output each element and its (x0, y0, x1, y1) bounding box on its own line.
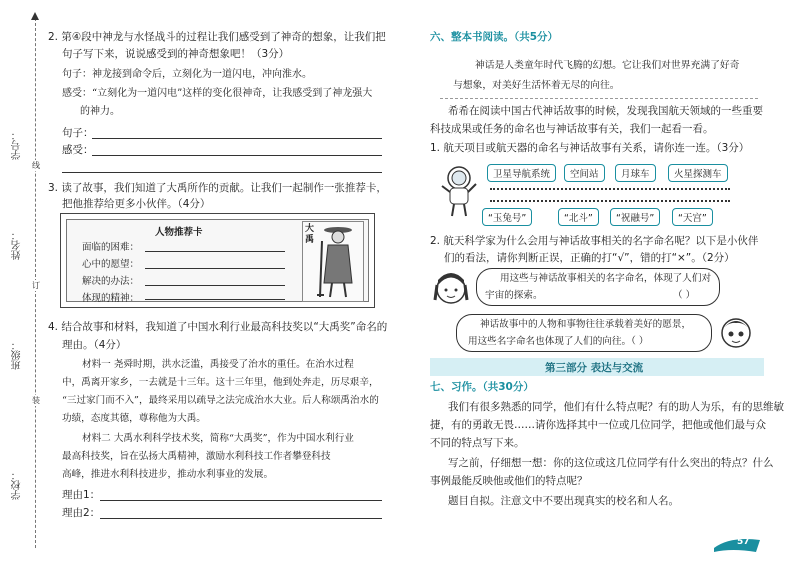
card-blank-difficulty[interactable] (145, 251, 285, 252)
q4-reason1-blank[interactable] (100, 500, 382, 501)
name-label: 姓名： (12, 230, 23, 260)
tag-lunar-rover[interactable]: 月球车 (615, 164, 656, 182)
q4-material2-line2: 最高科技奖，旨在弘扬大禹精神，激励水利科技工作者攀登科技 (62, 451, 331, 462)
intro-line2: 科技成果或任务的命名也与神话故事有关，我们一起看一看。 (430, 123, 714, 135)
binding-arrow-icon (31, 12, 39, 20)
tag-yutu[interactable]: “玉兔号” (482, 208, 532, 226)
s2-line1: 2. 航天科学家为什么会用与神话故事相关的名字命名呢？以下是小伙伴 (430, 235, 759, 247)
class-label: 班级： (12, 340, 23, 370)
bubble1-answer-paren[interactable]: （ ） (673, 290, 696, 301)
card-row-difficulty: 面临的困难： (82, 242, 140, 253)
part3-title: 第三部分 表达与交流 (545, 362, 644, 374)
q3-line2: 把他推荐给更多小伙伴。（4分） (62, 198, 211, 210)
q4-material1-line3: “三过家门而不入”，最终采用以疏导之法完成治水大业。后人称颂禹治水的 (62, 395, 379, 406)
binding-mark-3: 线 (32, 161, 40, 170)
portrait-label: 大禹 (305, 224, 315, 245)
q4-reason1-label: 理由1： (62, 489, 101, 501)
card-row-spirit: 体现的精神： (82, 293, 140, 304)
q2-example-feeling-end: 的神力。 (80, 106, 120, 117)
bubble2-line1: 神话故事中的人物和事物往往承载着美好的愿景， (480, 319, 692, 330)
bubble1-line2: 宇宙的探索。 (485, 290, 543, 301)
section7-heading: 七、习作。（共30分） (430, 381, 534, 393)
q4-material1-line1: 材料一 尧舜时期，洪水泛滥，禹接受了治水的重任。在治水过程 (82, 359, 354, 370)
q4-material2-line1: 材料二 大禹水利科学技术奖，简称“大禹奖”，作为中国水利行业 (82, 433, 354, 444)
q4-material1-line2: 中，禹离开家乡，一去就是十三年。这十三年里，他到处奔走，历尽艰辛， (62, 377, 379, 388)
intro-line1: 希希在阅读中国古代神话故事的时候，发现我国航天领域的一些重要 (448, 105, 763, 117)
card-blank-wish[interactable] (145, 268, 285, 269)
q2-example-feeling: 感受：“立刻化为一道闪电”这样的变化很神奇，让我感受到了神龙强大 (62, 88, 373, 99)
q4-material1-line4: 功绩，态度其德，尊称他为大禹。 (62, 413, 206, 424)
tag-zhurong[interactable]: “祝融号” (610, 208, 660, 226)
q3-line1: 3. 读了故事，我们知道了大禹所作的贡献。让我们一起制作一张推荐卡， (48, 182, 387, 194)
essay-p3: 题目自拟。注意文中不要出现真实的校名和人名。 (448, 495, 679, 507)
tag-space-station[interactable]: 空间站 (564, 164, 605, 182)
q2-line1: 2. 第④段中神龙与水怪战斗的过程让我们感受到了神奇的想象，让我们把 (48, 31, 386, 43)
q2-feeling-blank[interactable] (92, 155, 382, 156)
s1-line: 1. 航天项目或航天器的命名与神话故事有关系，请你连一连。（3分） (430, 142, 750, 154)
bubble2-line2: 用这些名字命名也体现了人们的向往。（ ） (468, 336, 649, 347)
boy-icon (716, 312, 756, 352)
bubble1-line1: 用这些与神话故事相关的名字命名，体现了人们对 (500, 273, 712, 284)
essay-p1-line2: 捷，有的勇敢无畏……请你选择其中一位或几位同学，把他或他们最与众 (430, 419, 766, 431)
essay-p1-line3: 不同的特点写下来。 (430, 437, 525, 449)
tag-mars-rover[interactable]: 火星探测车 (668, 164, 728, 182)
q4-reason2-label: 理由2： (62, 507, 101, 519)
card-blank-spirit[interactable] (145, 299, 285, 300)
quote-line1: 神话是人类童年时代飞腾的幻想。它让我们对世界充满了好奇 (475, 60, 740, 71)
essay-p1-line1: 我们有很多熟悉的同学，他们有什么特点呢？有的助人为乐，有的思维敏 (448, 401, 784, 413)
q2-feeling-blank-2[interactable] (62, 172, 382, 173)
card-blank-solution[interactable] (145, 285, 285, 286)
q2-sentence-label: 句子： (62, 127, 94, 139)
page-number: 57 (737, 537, 750, 547)
card-row-solution: 解决的办法： (82, 276, 140, 287)
number-label: 学号： (12, 130, 23, 160)
essay-p2-line1: 写之前，仔细想一想：你的这位或这几位同学有什么突出的特点？什么 (448, 457, 774, 469)
card-row-wish: 心中的愿望： (82, 259, 140, 270)
yu-portrait-icon (316, 223, 360, 299)
q4-material2-line3: 高峰，推进水利科技进步，推动水利事业的发展。 (62, 469, 274, 480)
q2-sentence-blank[interactable] (92, 138, 382, 139)
quote-line2: 与想象，对美好生活怀着无尽的向往。 (453, 80, 620, 91)
q4-line1: 4. 结合故事和材料，我知道了中国水利行业最高科技奖以“大禹奖”命名的 (48, 321, 388, 333)
dots-bottom (490, 200, 730, 202)
binding-mark-2: 订 (32, 281, 40, 290)
astronaut-icon (438, 164, 480, 218)
tag-tiangong[interactable]: “天宫” (672, 208, 713, 226)
dots-top (490, 188, 730, 190)
card-title: 人物推荐卡 (155, 227, 203, 238)
q2-feeling-label: 感受： (62, 144, 94, 156)
q4-reason2-blank[interactable] (100, 518, 382, 519)
school-label: 学校： (12, 470, 23, 500)
tag-satellite-navigation[interactable]: 卫星导航系统 (487, 164, 556, 182)
binding-mark-1: 装 (32, 396, 40, 405)
q2-line2: 句子写下来，说说感受到的神奇想象吧！（3分） (62, 48, 290, 60)
q4-line2: 理由。（4分） (62, 339, 127, 351)
q2-example-sentence: 句子：神龙接到命令后，立刻化为一道闪电，冲向淮水。 (62, 69, 312, 80)
s2-line2: 们的看法，请你判断正误，正确的打“√”，错的打“×”。（2分） (444, 252, 735, 264)
essay-p2-line2: 事例最能反映他或他们的特点呢？ (430, 475, 588, 487)
section6-heading: 六、整本书阅读。（共5分） (430, 31, 559, 43)
tag-beidou[interactable]: “北斗” (558, 208, 599, 226)
girl-icon (432, 270, 470, 308)
